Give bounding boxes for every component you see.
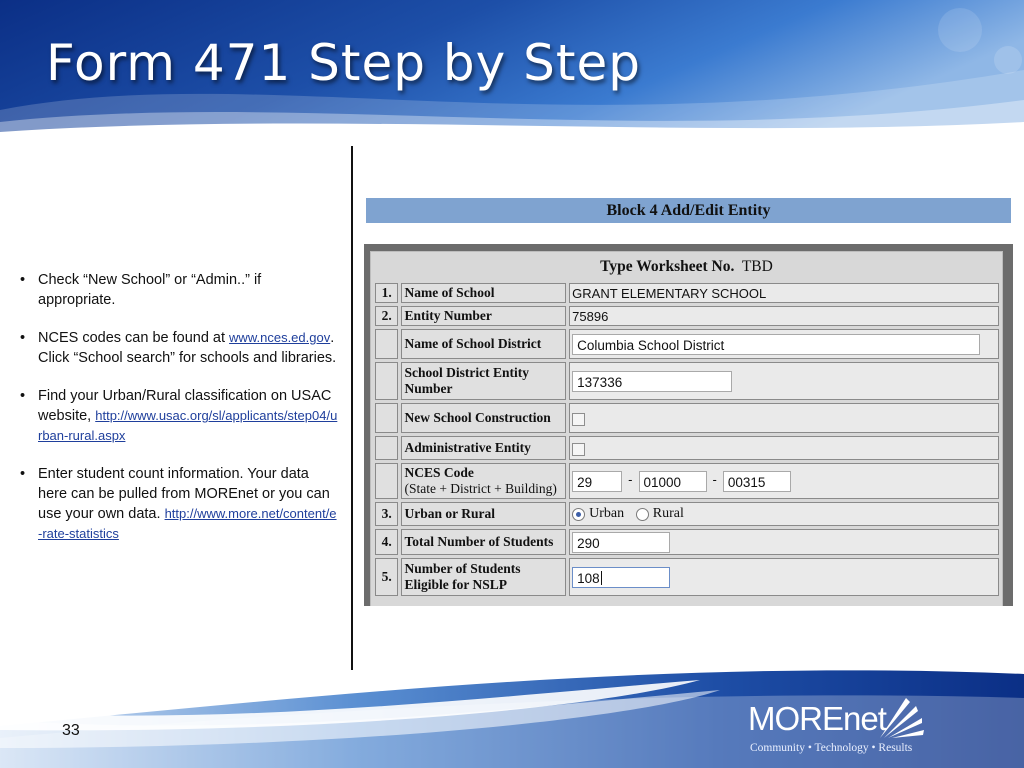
nces-link[interactable]: www.nces.ed.gov: [229, 330, 331, 345]
entity-form-table: [372, 280, 1002, 599]
urban-radio[interactable]: [572, 508, 585, 521]
row-number: 4.: [375, 529, 398, 555]
worksheet-label: Type Worksheet No.: [600, 258, 735, 275]
form-row-administrative-entity: [375, 436, 999, 460]
district-entity-number-cell: [569, 362, 999, 400]
bullet-item: [18, 464, 340, 544]
row-number: 2.: [375, 306, 398, 326]
entity-number-value: 75896: [569, 306, 999, 326]
form-row-new-school-construction: [375, 403, 999, 433]
rural-radio-label: Rural: [652, 506, 684, 522]
bullet-item: [18, 386, 340, 446]
school-name-value: GRANT ELEMENTARY SCHOOL: [569, 283, 999, 303]
form-row-nslp-students: [375, 558, 999, 596]
row-label: Name of School: [401, 283, 566, 303]
bullet-item: [18, 270, 340, 310]
nslp-students-input[interactable]: [572, 567, 670, 588]
row-label: New School Construction: [401, 403, 566, 433]
logo-wordmark: MOREnet: [748, 700, 886, 737]
nces-code-label: NCES Code: [404, 465, 474, 480]
rural-radio[interactable]: [636, 508, 649, 521]
bullet-text: Check “New School” or “Admin..” if appropriate.: [38, 272, 262, 308]
row-label: Name of School District: [401, 329, 566, 359]
row-label: [401, 463, 566, 499]
total-students-cell: [569, 529, 999, 555]
new-school-construction-checkbox[interactable]: [572, 413, 585, 426]
district-entity-number-input[interactable]: 137336: [572, 371, 732, 392]
bullet-text-after: . Click “School search” for schools and libraries.: [38, 330, 337, 366]
logo-tagline: Community • Technology • Results: [750, 742, 913, 754]
bullet-dot: •: [20, 466, 26, 482]
morenet-statistics-link[interactable]: http://www.more.net/content/e-rate-statistics: [38, 506, 337, 541]
administrative-entity-checkbox[interactable]: [572, 443, 585, 456]
total-students-input[interactable]: 290: [572, 532, 670, 553]
form-row-total-students: [375, 529, 999, 555]
nslp-students-cell: [569, 558, 999, 596]
row-number: [375, 362, 398, 400]
slide-title: Form 471 Step by Step: [46, 34, 641, 92]
nces-code-cell: [569, 463, 999, 499]
new-school-construction-cell: [569, 403, 999, 433]
row-label: Number of Students Eligible for NSLP: [401, 558, 566, 596]
form-row-nces-code: [375, 463, 999, 499]
worksheet-title: [371, 252, 1002, 282]
school-district-cell: [569, 329, 999, 359]
nces-district-input[interactable]: 01000: [639, 471, 707, 492]
vertical-divider: [351, 146, 353, 670]
worksheet-inner: [370, 251, 1003, 606]
row-label: Entity Number: [401, 306, 566, 326]
nslp-students-value: 108: [577, 570, 600, 586]
bullet-text: Enter student count information. Your data here can be pulled from MOREnet or you can use your own data.: [38, 466, 330, 522]
morenet-logo: [748, 698, 928, 760]
nces-code-sublabel: (State + District + Building): [404, 481, 557, 496]
row-label: Total Number of Students: [401, 529, 566, 555]
urban-radio-label: Urban: [589, 506, 625, 522]
page-number: 33: [62, 722, 80, 739]
row-label: School District Entity Number: [401, 362, 566, 400]
form-row-school-district: [375, 329, 999, 359]
logo-fan-icon: [876, 694, 926, 740]
school-district-input[interactable]: Columbia School District: [572, 334, 980, 355]
row-label: Administrative Entity: [401, 436, 566, 460]
bullet-item: [18, 328, 340, 368]
bullet-text: NCES codes can be found at: [38, 330, 230, 346]
row-number: [375, 463, 398, 499]
form-row-entity-number: [375, 306, 999, 326]
row-number: 1.: [375, 283, 398, 303]
form-row-urban-rural: [375, 502, 999, 526]
form-row-name-of-school: [375, 283, 999, 303]
nces-separator: -: [628, 472, 633, 488]
nces-building-input[interactable]: 00315: [723, 471, 791, 492]
bullet-dot: •: [20, 330, 26, 346]
usac-urban-rural-link[interactable]: http://www.usac.org/sl/applicants/step04/urban-rural.aspx: [38, 408, 338, 443]
row-number: [375, 436, 398, 460]
nces-separator: -: [712, 472, 717, 488]
bullet-text: Find your Urban/Rural classification on USAC website,: [38, 388, 332, 424]
row-number: [375, 403, 398, 433]
nces-state-input[interactable]: 29: [572, 471, 622, 492]
worksheet-panel: [364, 244, 1013, 606]
row-label: Urban or Rural: [401, 502, 566, 526]
worksheet-value: TBD: [741, 258, 773, 275]
row-number: 3.: [375, 502, 398, 526]
text-cursor: [601, 571, 602, 585]
urban-rural-cell: [569, 502, 999, 526]
row-number: [375, 329, 398, 359]
bullet-list: [18, 270, 340, 562]
administrative-entity-cell: [569, 436, 999, 460]
bullet-dot: •: [20, 272, 26, 288]
form-row-district-entity-number: [375, 362, 999, 400]
block-header: Block 4 Add/Edit Entity: [366, 198, 1011, 223]
row-number: 5.: [375, 558, 398, 596]
bullet-dot: •: [20, 388, 26, 404]
